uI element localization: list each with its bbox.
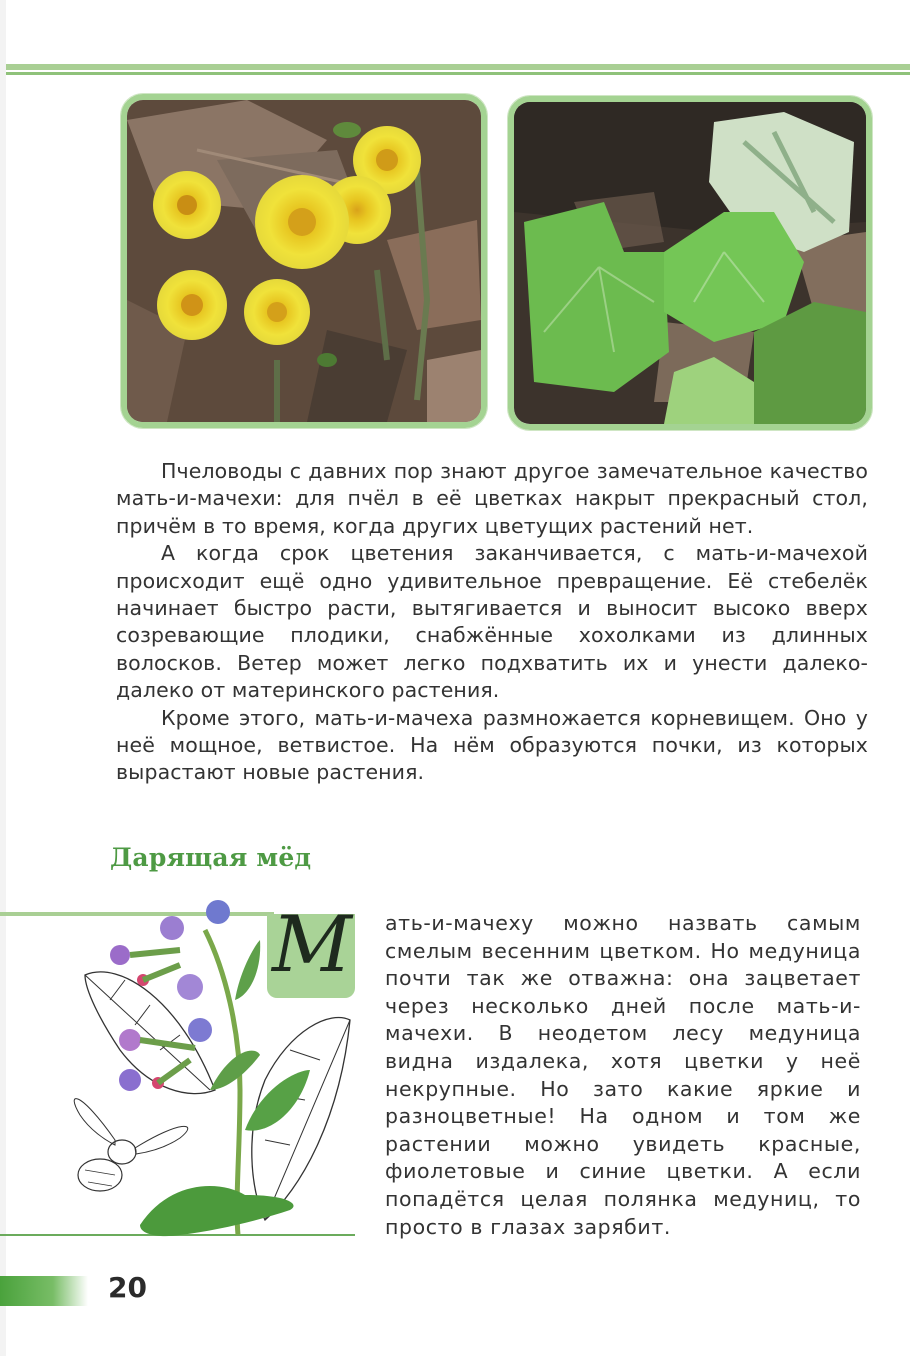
paragraph-rhizome: Кроме этого, мать-и-мачеха размножается корневищем. Оно у неё мощное, ветвистое. На нём образуются почки, из которых вырастают новые растения.: [116, 705, 868, 785]
page-edge: [0, 0, 6, 1356]
drop-cap: М: [272, 900, 352, 990]
coltsfoot-leaves-image: [514, 102, 866, 424]
section-title: Дарящая мёд: [110, 843, 312, 872]
paragraph-lungwort: ать-и-мачеху можно назвать самым смелым весенним цветком. Но медуница почти так же отважна: она зацветает через несколько дней после мать-и-мачехи. В неодетом лесу медуница видна издалека, хотя цветки у неё некрупные. Но зато какие яркие и разноцветные! На одном и том же растении можно увидеть красные, фиолетовые и синие цветки. А если попадётся целая полянка медуниц, то просто в глазах зарябит.: [385, 911, 861, 1239]
photo-coltsfoot-leaves: [508, 96, 872, 430]
coltsfoot-flowers-image: [127, 100, 481, 422]
section-text: [385, 910, 861, 1241]
main-text: [116, 458, 868, 787]
paragraph-beekeepers: Пчеловоды с давних пор знают другое замечательное качество мать-и-мачехи: для пчёл в её цветках накрыт прекрасный стол, причём в то время, когда других цветущих растений нет.: [116, 459, 868, 538]
paragraph-seeds: А когда срок цветения заканчивается, с мать-и-мачехой происходит ещё одно удивительное превращение. Её стебелёк начинает быстро расти, вытягивается и выносит высоко вверх созревающие плодики, снабжённые хохолками из длинных волосков. Ветер может легко подхватить их и унести далеко-далеко от материнского растения.: [116, 541, 868, 703]
page-number: 20: [108, 1271, 147, 1304]
photo-coltsfoot-flowers: [121, 94, 487, 428]
header-rule: [6, 64, 910, 76]
page-number-bar: [0, 1276, 88, 1306]
